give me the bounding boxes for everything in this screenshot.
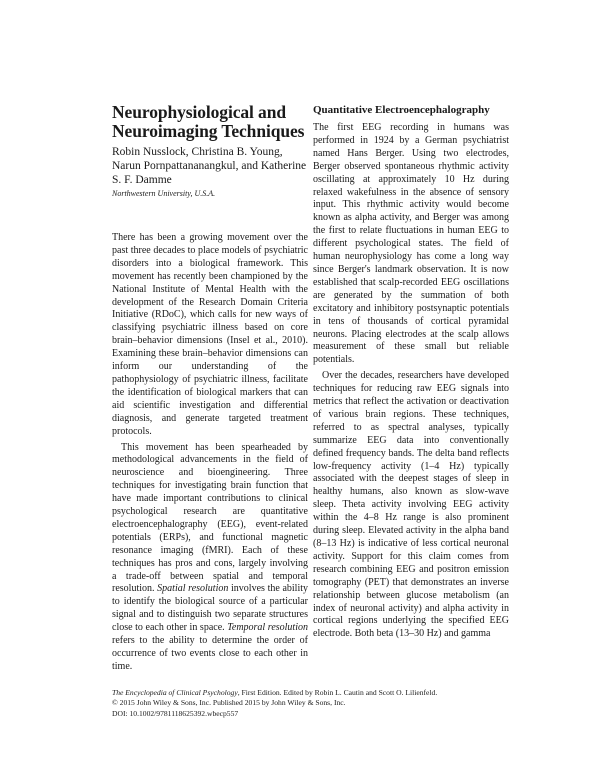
text-run: This movement has been spearheaded by methodological advancements in the field of neuroscience and bioengineering. Three techniques for investigating brain function that have made important contributions to clinical psychological research are quantitative electroencephalography (EEG), event-related potentials (ERPs), and functional magnetic resonance imaging (fMRI). Each of these techniques has pros and cons, largely involving a trade-off between spatial and temporal resolution. — [112, 441, 308, 595]
page-footer — [112, 688, 512, 719]
right-body-text — [313, 122, 509, 641]
copyright-line: © 2015 John Wiley & Sons, Inc. Published 2015 by John Wiley & Sons, Inc. — [112, 698, 346, 708]
text-run: involves the ability to identify the biological source of a particular signal and to distinguish two separate structures close to each other in space. — [112, 583, 309, 634]
term-temporal-resolution: Temporal resolution — [227, 622, 308, 634]
left-column — [112, 103, 308, 674]
text-run: refers to the ability to determine the order of occurrence of two events close to each other in time. — [112, 635, 308, 672]
article-title: Neurophysiological and Neuroimaging Techniques — [112, 102, 305, 141]
author-affiliation: Northwestern University, U.S.A. — [112, 189, 216, 198]
book-title: The Encyclopedia of Clinical Psychology — [112, 688, 238, 697]
left-body-text — [112, 232, 308, 674]
term-spatial-resolution: Spatial resolution — [157, 583, 229, 595]
paragraph: There has been a growing movement over the past three decades to place models of psychiatric disorders into a biological framework. This movement has recently been championed by the National Institute of Mental Health with the development of the Research Domain Criteria Initiative (RDoC), which calls for new ways of classifying psychiatric illness based on core brain–behavior dimensions (Insel et al., 2010). Examining these brain–behavior dimensions can inform our understanding of the pathophysiology of psychiatric illness, facilitate the identification of biological markers that can aid scientific investigation and differential diagnosis, and generate targeted treatment protocols. — [112, 232, 308, 437]
paragraph: Over the decades, researchers have developed techniques for reducing raw EEG signals into metrics that reflect the activation or deactivation of various brain regions. These techniques, referred to as spectral analyses, typically summarize EEG data into conventionally defined frequency bands. The delta band reflects low-frequency activity (1–4 Hz) typically associated with the deepest stages of sleep in healthy humans, also known as slow-wave sleep. Theta activity involving EEG activity within the 4–8 Hz range is also prominent during sleep. Elevated activity in the alpha band (8–13 Hz) is indicative of less cortical neuronal activity. Support for this claim comes from research combining EEG and positron emission tomography (PET) that demonstrates an inverse relationship between glucose metabolism (an index of neuronal activity) and alpha activity in cortical regions underlying the specified EEG electrode. Both beta (13–30 Hz) and gamma — [313, 370, 509, 640]
doi-line: DOI: 10.1002/9781118625392.wbecp557 — [112, 708, 239, 718]
section-heading: Quantitative Electroencephalography — [313, 104, 490, 116]
paragraph: The first EEG recording in humans was performed in 1924 by a German psychiatrist named Hans Berger. Using two electrodes, Berger observed spontaneous rhythmic activity oscillating at approximately 10 Hz during relaxed wakefulness in the absence of sensory input. This rhythmic activity would become known as alpha activity, and Berger was among the first to relate fluctuations in human EEG to different psychological states. The field of human neurophysiology has come a long way since Berger's landmark observation. It is now established that scalp-recorded EEG oscillations are generated by the summation of both excitatory and inhibitory postsynaptic potentials in tens of thousands of cortical pyramidal neurons. Placing electrodes at the scalp allows measurement of these small but reliable potentials. — [313, 122, 509, 366]
paragraph — [112, 442, 308, 674]
citation-line — [112, 688, 512, 698]
author-list: Robin Nusslock, Christina B. Young, Narun Pornpattananangkul, and Katherine S. F. Damme — [112, 146, 307, 186]
edition-info: , First Edition. Edited by Robin L. Cautin and Scott O. Lilienfeld. — [237, 688, 438, 697]
right-column — [313, 103, 509, 641]
